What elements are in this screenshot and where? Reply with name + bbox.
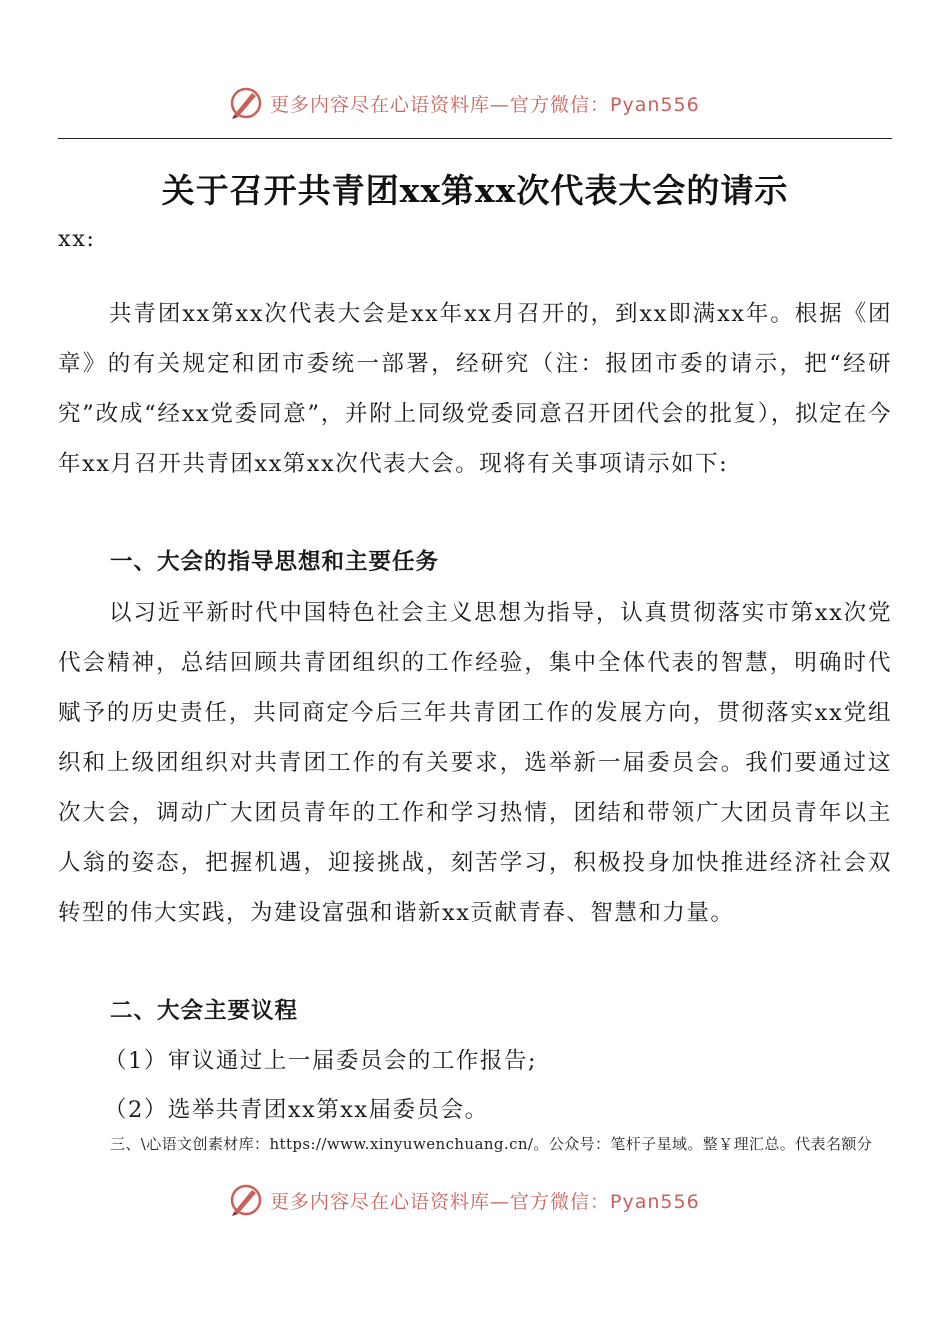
section-1-heading: 一、大会的指导思想和主要任务 xyxy=(110,549,440,575)
pen-logo-icon xyxy=(228,85,264,121)
footnote-text: 三、\心语文创素材库：https://www.xinyuwenchuang.cn/。公众号：笔杆子星域。整￥理汇总。代表名额分 xyxy=(110,1135,873,1153)
addressee: xx: xyxy=(58,226,96,252)
banner-text: 更多内容尽在心语资料库—官方微信：Pyan556 xyxy=(270,1190,700,1213)
agenda-item: （2）选举共青团xx第xx届委员会。 xyxy=(104,1097,489,1123)
intro-paragraph: 共青团xx第xx次代表大会是xx年xx月召开的，到xx即满xx年。根据《团章》的有关规定和团市委统一部署，经研究（注：报团市委的请示，把“经研究”改成“经xx党委同意”，并附上同级党委同意召开团代会的批复），拟定在今年xx月召开共青团xx第xx次代表大会。现将有关事项请示如下: xyxy=(58,301,892,477)
agenda-item: （1）审议通过上一届委员会的工作报告; xyxy=(104,1048,537,1074)
header-banner xyxy=(0,83,950,123)
pen-logo-icon xyxy=(228,1182,264,1218)
document-title: 关于召开共青团xx第xx次代表大会的请示 xyxy=(161,171,789,210)
section-2-heading: 二、大会主要议程 xyxy=(110,998,299,1024)
footer-banner xyxy=(0,1180,950,1220)
header-divider xyxy=(58,138,892,139)
banner-text: 更多内容尽在心语资料库—官方微信：Pyan556 xyxy=(270,93,700,116)
section-1-body: 以习近平新时代中国特色社会主义思想为指导，认真贯彻落实市第xx次党代会精神，总结回顾共青团组织的工作经验，集中全体代表的智慧，明确时代赋予的历史责任，共同商定今后三年共青团工作的发展方向，贯彻落实xx党组织和上级团组织对共青团工作的有关要求，选举新一届委员会。我们要通过这次大会，调动广大团员青年的工作和学习热情，团结和带领广大团员青年以主人翁的姿态，把握机遇，迎接挑战，刻苦学习，积极投身加快推进经济社会双转型的伟大实践，为建设富强和谐新xx贡献青春、智慧和力量。 xyxy=(58,600,892,926)
